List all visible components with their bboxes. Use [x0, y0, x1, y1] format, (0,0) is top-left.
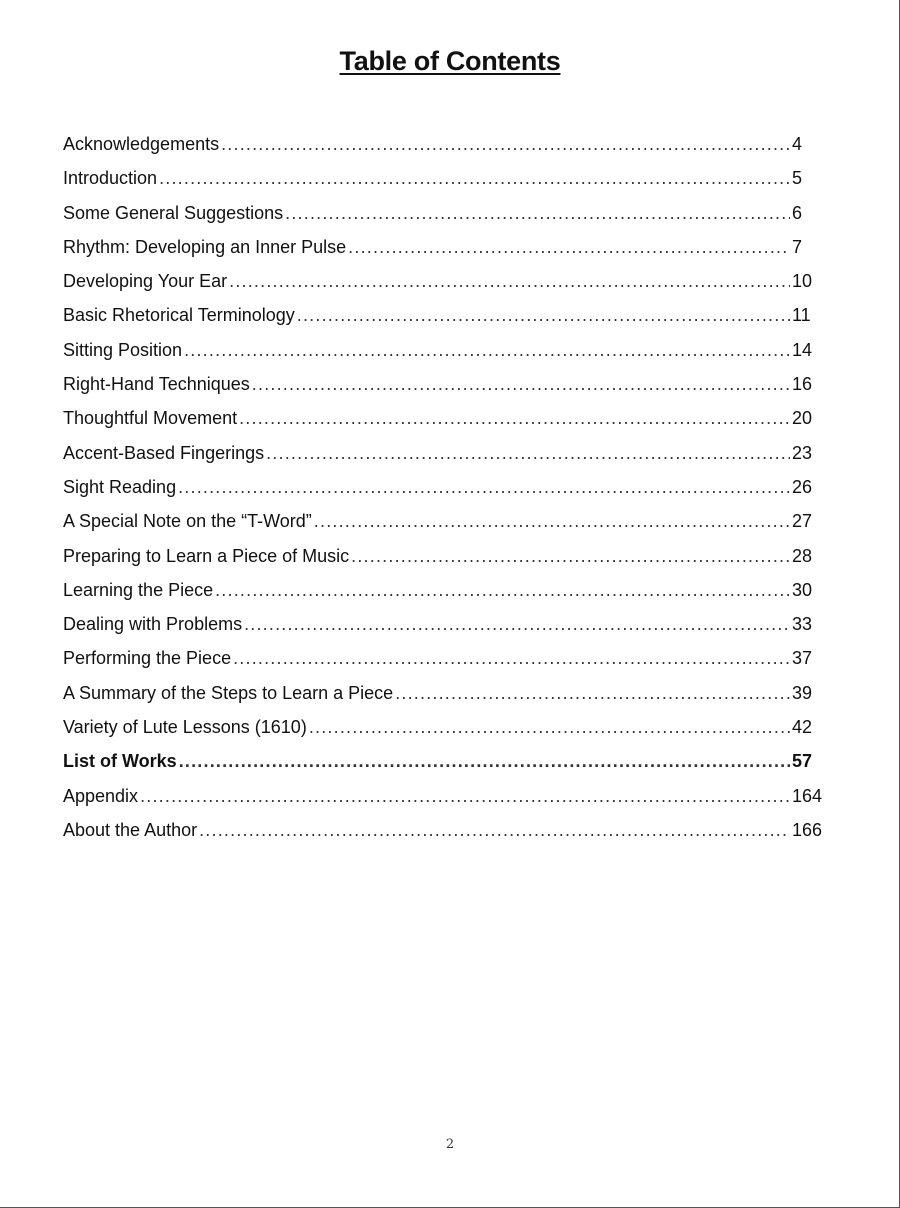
toc-entry-title: Sitting Position [63, 339, 183, 360]
toc-entry-title: A Special Note on the “T-Word” [63, 511, 312, 532]
toc-entry-developing-ear[interactable] [63, 264, 828, 298]
toc-entry-title: Dealing with Problems [63, 614, 243, 635]
toc-entry-title: Learning the Piece [63, 579, 214, 600]
toc-entry-title: Rhythm: Developing an Inner Pulse [63, 236, 347, 257]
toc-entry-dealing-with-problems[interactable] [63, 607, 828, 641]
dot-leader [285, 196, 790, 230]
toc-entry-page: 14 [792, 339, 813, 360]
toc-entry-right-hand-techniques[interactable] [63, 367, 828, 401]
toc-entry-page: 10 [792, 271, 813, 292]
dot-leader [215, 573, 790, 607]
dot-leader [229, 264, 790, 298]
table-of-contents [63, 127, 828, 847]
toc-entry-page: 39 [792, 682, 813, 703]
toc-entry-title: Appendix [63, 785, 139, 806]
toc-entry-title: Variety of Lute Lessons (1610) [63, 717, 307, 738]
dot-leader [179, 744, 790, 778]
dot-leader [309, 710, 790, 744]
dot-leader [351, 539, 790, 573]
toc-entry-thoughtful-movement[interactable] [63, 401, 828, 435]
toc-entry-page: 30 [792, 579, 813, 600]
toc-entry-title: List of Works [63, 751, 177, 772]
toc-entry-title: Developing Your Ear [63, 271, 228, 292]
dot-leader [159, 161, 790, 195]
toc-entry-rhetorical-terminology[interactable] [63, 298, 828, 332]
toc-entry-list-of-works[interactable] [63, 744, 828, 778]
toc-entry-appendix[interactable] [63, 779, 828, 813]
toc-entry-page: 16 [792, 374, 813, 395]
dot-leader [184, 333, 790, 367]
toc-entry-learning-the-piece[interactable] [63, 573, 828, 607]
toc-entry-page: 37 [792, 648, 813, 669]
page-title: Table of Contents [339, 46, 561, 76]
toc-entry-page: 20 [792, 408, 813, 429]
toc-entry-title: Performing the Piece [63, 648, 232, 669]
dot-leader [233, 641, 790, 675]
toc-entry-title: Accent-Based Fingerings [63, 442, 265, 463]
toc-entry-variety-of-lute-lessons[interactable] [63, 710, 828, 744]
toc-entry-title: Basic Rhetorical Terminology [63, 305, 295, 326]
toc-entry-rhythm[interactable] [63, 230, 828, 264]
toc-entry-general-suggestions[interactable] [63, 196, 828, 230]
page-number: 2 [445, 1137, 455, 1152]
dot-leader [221, 127, 790, 161]
toc-entry-page: 57 [792, 751, 813, 772]
toc-entry-page: 4 [792, 134, 803, 154]
toc-entry-performing-the-piece[interactable] [63, 641, 828, 675]
toc-entry-sight-reading[interactable] [63, 470, 828, 504]
toc-entry-title: Acknowledgements [63, 134, 220, 154]
toc-entry-page: 7 [792, 236, 803, 257]
dot-leader [252, 367, 790, 401]
toc-entry-title: About the Author [63, 819, 198, 840]
toc-entry-title: Introduction [63, 168, 158, 189]
toc-entry-page: 33 [792, 614, 813, 635]
dot-leader [239, 401, 790, 435]
toc-entry-page: 27 [792, 511, 813, 532]
dot-leader [395, 676, 790, 710]
toc-entry-page: 11 [792, 305, 811, 326]
dot-leader [314, 504, 790, 538]
dot-leader [178, 470, 790, 504]
toc-entry-page: 28 [792, 545, 813, 566]
dot-leader [266, 436, 790, 470]
dot-leader [297, 298, 790, 332]
toc-entry-title: Preparing to Learn a Piece of Music [63, 545, 350, 566]
toc-entry-page: 23 [792, 442, 813, 463]
toc-entry-title: Sight Reading [63, 476, 177, 497]
toc-entry-page: 5 [792, 168, 803, 189]
toc-entry-acknowledgements[interactable] [63, 127, 828, 161]
toc-entry-title: Thoughtful Movement [63, 408, 238, 429]
toc-entry-page: 164 [792, 785, 823, 806]
dot-leader [348, 230, 790, 264]
toc-entry-page: 42 [792, 717, 813, 738]
toc-entry-accent-based-fingerings[interactable] [63, 436, 828, 470]
toc-entry-summary-of-steps[interactable] [63, 676, 828, 710]
toc-entry-page: 26 [792, 476, 813, 497]
toc-entry-preparing-to-learn[interactable] [63, 539, 828, 573]
toc-entry-about-the-author[interactable] [63, 813, 828, 847]
toc-entry-page: 166 [792, 819, 823, 840]
toc-entry-sitting-position[interactable] [63, 333, 828, 367]
toc-entry-title: Right-Hand Techniques [63, 374, 250, 395]
toc-entry-page: 6 [792, 202, 803, 223]
toc-entry-title: A Summary of the Steps to Learn a Piece [63, 682, 394, 703]
toc-entry-t-word[interactable] [63, 504, 828, 538]
dot-leader [140, 779, 790, 813]
dot-leader [244, 607, 790, 641]
toc-entry-introduction[interactable] [63, 161, 828, 195]
dot-leader [199, 813, 790, 847]
toc-entry-title: Some General Suggestions [63, 202, 284, 223]
